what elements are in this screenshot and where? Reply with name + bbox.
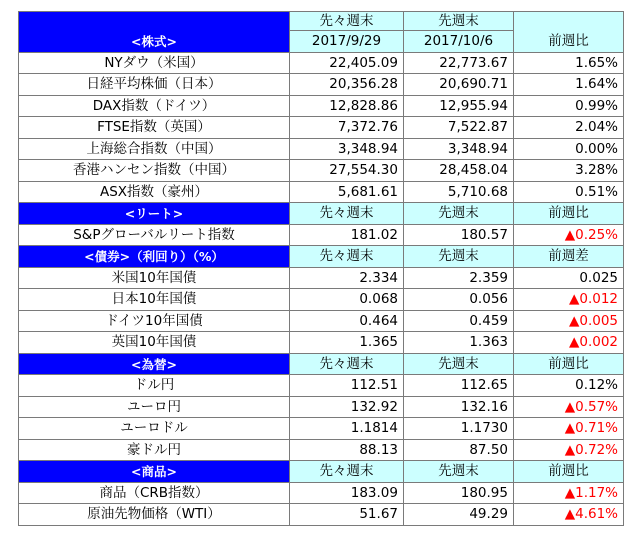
- value-prev2: 12,828.86: [290, 96, 404, 118]
- stocks-header-blank: [18, 11, 290, 31]
- row-name: DAX指数（ドイツ）: [18, 96, 290, 118]
- value-prev1: 28,458.04: [404, 160, 514, 182]
- value-change: 2.04%: [514, 117, 624, 139]
- table-row: [18, 139, 624, 161]
- row-name: NYダウ（米国）: [18, 53, 290, 75]
- value-prev1: 12,955.94: [404, 96, 514, 118]
- value-prev1: 7,522.87: [404, 117, 514, 139]
- row-name: 商品（CRB指数）: [18, 483, 290, 505]
- value-prev2: 5,681.61: [290, 182, 404, 204]
- reit-header-row: [18, 203, 624, 225]
- col-header-prev2: 先々週末: [290, 203, 404, 225]
- value-prev2: 183.09: [290, 483, 404, 505]
- value-change: ▲4.61%: [514, 504, 624, 526]
- row-name: 上海総合指数（中国）: [18, 139, 290, 161]
- value-change: ▲0.57%: [514, 397, 624, 419]
- value-prev2: 132.92: [290, 397, 404, 419]
- value-prev1: 1.363: [404, 332, 514, 354]
- col-header-change: 前週比: [514, 461, 624, 483]
- row-name: 豪ドル円: [18, 440, 290, 462]
- row-name: S&Pグローバルリート指数: [18, 225, 290, 247]
- col-header-prev1: 先週末: [404, 246, 514, 268]
- value-prev2: 27,554.30: [290, 160, 404, 182]
- value-change: ▲1.17%: [514, 483, 624, 505]
- table-row: [18, 418, 624, 440]
- table-row: [18, 182, 624, 204]
- value-prev2: 0.464: [290, 311, 404, 333]
- value-prev1: 20,690.71: [404, 74, 514, 96]
- row-name: ドイツ10年国債: [18, 311, 290, 333]
- row-name: ドル円: [18, 375, 290, 397]
- row-name: 米国10年国債: [18, 268, 290, 290]
- col-header-prev1: 先週末: [404, 354, 514, 376]
- value-prev1: 49.29: [404, 504, 514, 526]
- value-change: 0.12%: [514, 375, 624, 397]
- table-row: [18, 160, 624, 182]
- table-row: [18, 53, 624, 75]
- value-prev1: 132.16: [404, 397, 514, 419]
- row-name: 原油先物価格（WTI）: [18, 504, 290, 526]
- table-row: [18, 289, 624, 311]
- col-header-prev1: 先週末: [404, 203, 514, 225]
- table-row: [18, 268, 624, 290]
- value-change: 0.51%: [514, 182, 624, 204]
- col-header-prev1: 先週末: [404, 11, 514, 31]
- table-row: [18, 225, 624, 247]
- row-name: 日経平均株価（日本）: [18, 74, 290, 96]
- table-row: [18, 311, 624, 333]
- value-change: 1.65%: [514, 53, 624, 75]
- stocks-header-row-1: [18, 11, 624, 31]
- section-title-stocks: <株式>: [18, 31, 290, 53]
- value-prev1: 22,773.67: [404, 53, 514, 75]
- section-title-bonds: <債券>（利回り）（%）: [18, 246, 290, 268]
- value-change: 3.28%: [514, 160, 624, 182]
- row-name: ユーロドル: [18, 418, 290, 440]
- value-change: 1.64%: [514, 74, 624, 96]
- value-change: ▲0.72%: [514, 440, 624, 462]
- value-change: ▲0.012: [514, 289, 624, 311]
- value-prev1: 112.65: [404, 375, 514, 397]
- table-row: [18, 483, 624, 505]
- value-prev2: 0.068: [290, 289, 404, 311]
- date-prev1: 2017/10/6: [404, 31, 514, 53]
- value-change: 0.99%: [514, 96, 624, 118]
- value-prev2: 88.13: [290, 440, 404, 462]
- table-row: [18, 74, 624, 96]
- value-prev2: 2.334: [290, 268, 404, 290]
- value-change: 0.00%: [514, 139, 624, 161]
- value-prev1: 3,348.94: [404, 139, 514, 161]
- col-header-prev1: 先週末: [404, 461, 514, 483]
- date-prev2: 2017/9/29: [290, 31, 404, 53]
- row-name: 香港ハンセン指数（中国）: [18, 160, 290, 182]
- section-title-fx: <為替>: [18, 354, 290, 376]
- row-name: 英国10年国債: [18, 332, 290, 354]
- value-change: 0.025: [514, 268, 624, 290]
- row-name: ユーロ円: [18, 397, 290, 419]
- value-change: ▲0.25%: [514, 225, 624, 247]
- row-name: ASX指数（豪州）: [18, 182, 290, 204]
- value-prev2: 51.67: [290, 504, 404, 526]
- value-change: ▲0.71%: [514, 418, 624, 440]
- value-prev1: 0.459: [404, 311, 514, 333]
- commodity-header-row: [18, 461, 624, 483]
- value-prev2: 112.51: [290, 375, 404, 397]
- table-row: [18, 332, 624, 354]
- table-row: [18, 96, 624, 118]
- col-header-change: 前週比: [514, 354, 624, 376]
- value-prev1: 87.50: [404, 440, 514, 462]
- table-row: [18, 504, 624, 526]
- table-row: [18, 440, 624, 462]
- value-prev1: 0.056: [404, 289, 514, 311]
- col-header-change: 前週比: [514, 203, 624, 225]
- value-prev1: 5,710.68: [404, 182, 514, 204]
- col-header-change-blank: [514, 11, 624, 31]
- value-prev1: 180.95: [404, 483, 514, 505]
- value-prev1: 180.57: [404, 225, 514, 247]
- section-title-commodities: <商品>: [18, 461, 290, 483]
- bond-header-row: [18, 246, 624, 268]
- fx-header-row: [18, 354, 624, 376]
- col-header-prev2: 先々週末: [290, 354, 404, 376]
- table-row: [18, 117, 624, 139]
- row-name: 日本10年国債: [18, 289, 290, 311]
- value-prev2: 7,372.76: [290, 117, 404, 139]
- market-table: [18, 11, 624, 526]
- col-header-prev2: 先々週末: [290, 246, 404, 268]
- row-name: FTSE指数（英国）: [18, 117, 290, 139]
- value-prev1: 2.359: [404, 268, 514, 290]
- table-row: [18, 375, 624, 397]
- value-prev2: 20,356.28: [290, 74, 404, 96]
- table-row: [18, 397, 624, 419]
- value-prev2: 1.1814: [290, 418, 404, 440]
- value-prev2: 3,348.94: [290, 139, 404, 161]
- col-header-prev2: 先々週末: [290, 461, 404, 483]
- stocks-header-row-2: [18, 31, 624, 53]
- value-prev2: 1.365: [290, 332, 404, 354]
- value-change: ▲0.005: [514, 311, 624, 333]
- value-prev1: 1.1730: [404, 418, 514, 440]
- section-title-reit: <リート>: [18, 203, 290, 225]
- value-change: ▲0.002: [514, 332, 624, 354]
- col-header-change: 前週比: [514, 31, 624, 53]
- col-header-change: 前週差: [514, 246, 624, 268]
- value-prev2: 181.02: [290, 225, 404, 247]
- value-prev2: 22,405.09: [290, 53, 404, 75]
- col-header-prev2: 先々週末: [290, 11, 404, 31]
